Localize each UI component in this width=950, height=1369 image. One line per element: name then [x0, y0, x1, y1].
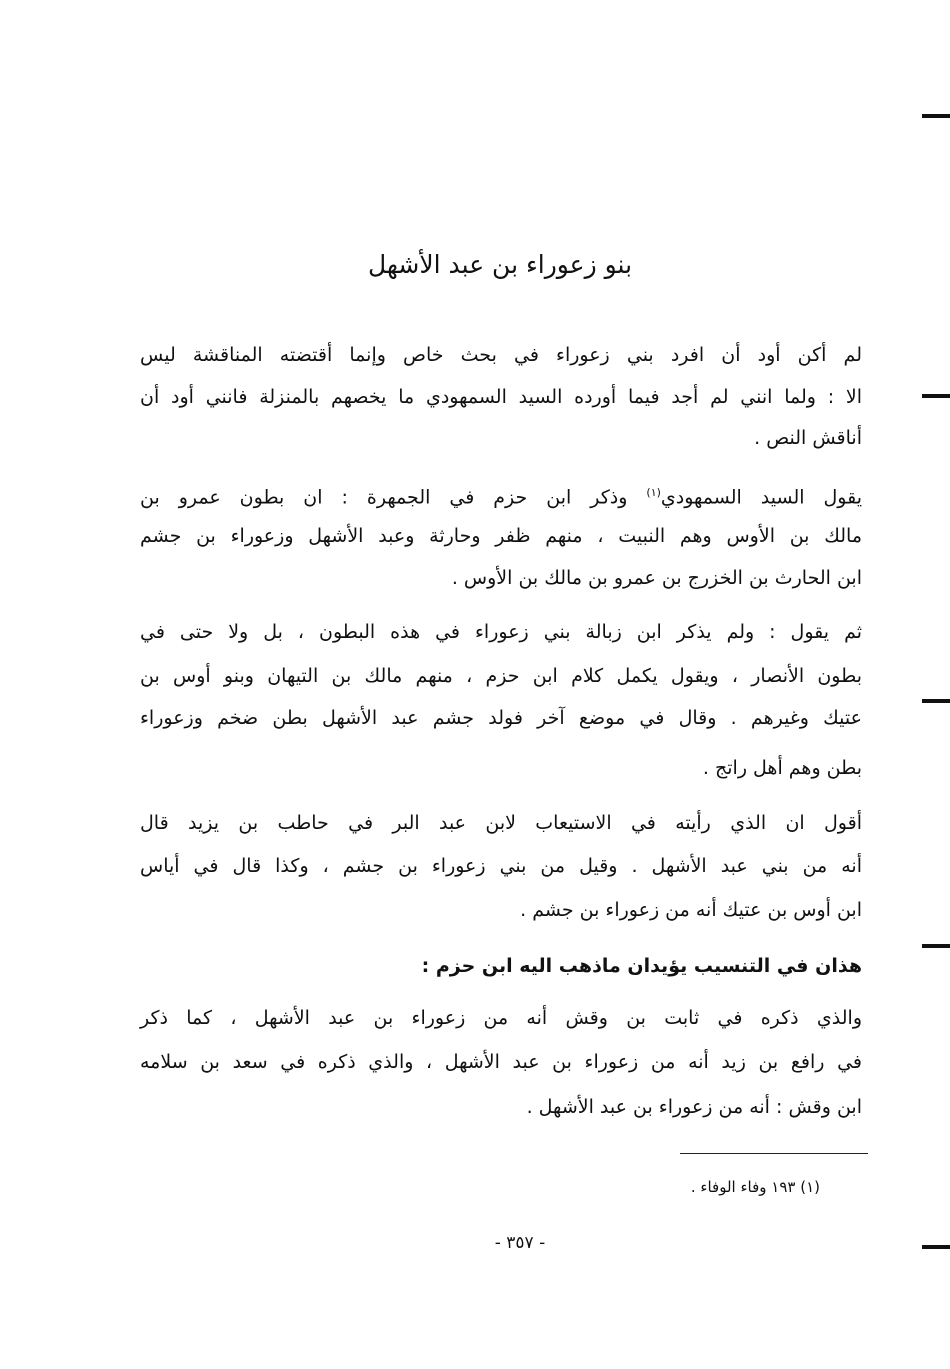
- text-span: يقول السيد السمهودي: [660, 486, 863, 509]
- text-line: بطون الأنصار ، ويقول يكمل كلام ابن حزم ، منهم مالك بن التيهان وبنو أوس بن: [140, 665, 862, 687]
- scan-edge-mark: [922, 1245, 950, 1249]
- section-heading: هذان في التنسيب يؤيدان ماذهب اليه ابن حزم :: [421, 955, 862, 977]
- text-line: مالك بن الأوس وهم النبيت ، منهم ظفر وحارثة وعبد الأشهل وزعوراء بن جشم: [140, 525, 862, 547]
- scan-edge-mark: [922, 394, 950, 398]
- text-line: أنه من بني عبد الأشهل . وقيل من بني زعوراء بن جشم ، وكذا قال في أياس: [140, 855, 862, 877]
- scan-edge-mark: [922, 699, 950, 703]
- text-line: أناقش النص .: [754, 427, 862, 449]
- footnote-marker[interactable]: (١): [646, 486, 661, 499]
- text-line: في رافع بن زيد أنه من زعوراء بن عبد الأشهل ، والذي ذكره في سعد بن سلامه: [140, 1051, 862, 1073]
- scan-edge-mark: [922, 944, 950, 948]
- text-line: بطن وهم أهل راتج .: [702, 757, 862, 779]
- text-line: أقول ان الذي رأيته في الاستيعاب لابن عبد البر في حاطب بن يزيد قال: [140, 812, 862, 834]
- text-line: الا : ولما انني لم أجد فيما أورده السيد السمهودي ما يخصهم بالمنزلة فانني أود أن: [140, 386, 862, 408]
- scan-edge-mark: [922, 114, 950, 118]
- text-line: عتيك وغيرهم . وقال في موضع آخر فولد جشم عبد الأشهل بطن ضخم وزعوراء: [140, 707, 862, 729]
- footnote: (١) ١٩٣ وفاء الوفاء .: [690, 1178, 820, 1196]
- text-line: ابن وقش : أنه من زعوراء بن عبد الأشهل .: [526, 1096, 862, 1118]
- text-span: وذكر ابن حزم في الجمهرة : ان بطون عمرو بن: [140, 486, 628, 509]
- text-line: ثم يقول : ولم يذكر ابن زبالة بني زعوراء في هذه البطون ، بل ولا حتى في: [140, 621, 862, 643]
- text-line: ابن الحارث بن الخزرج بن عمرو بن مالك بن الأوس .: [451, 567, 862, 589]
- footnote-divider: [680, 1153, 868, 1154]
- page-title: بنو زعوراء بن عبد الأشهل: [367, 250, 633, 279]
- text-line: [140, 478, 862, 512]
- text-line: لم أكن أود أن افرد بني زعوراء في بحث خاص وإنما أقتضته المناقشة ليس: [140, 344, 862, 366]
- text-line: والذي ذكره في ثابت بن وقش أنه من زعوراء بن عبد الأشهل ، كما ذكر: [140, 1007, 862, 1029]
- page-number: - ٣٥٧ -: [494, 1233, 546, 1253]
- text-line: ابن أوس بن عتيك أنه من زعوراء بن جشم .: [520, 899, 862, 921]
